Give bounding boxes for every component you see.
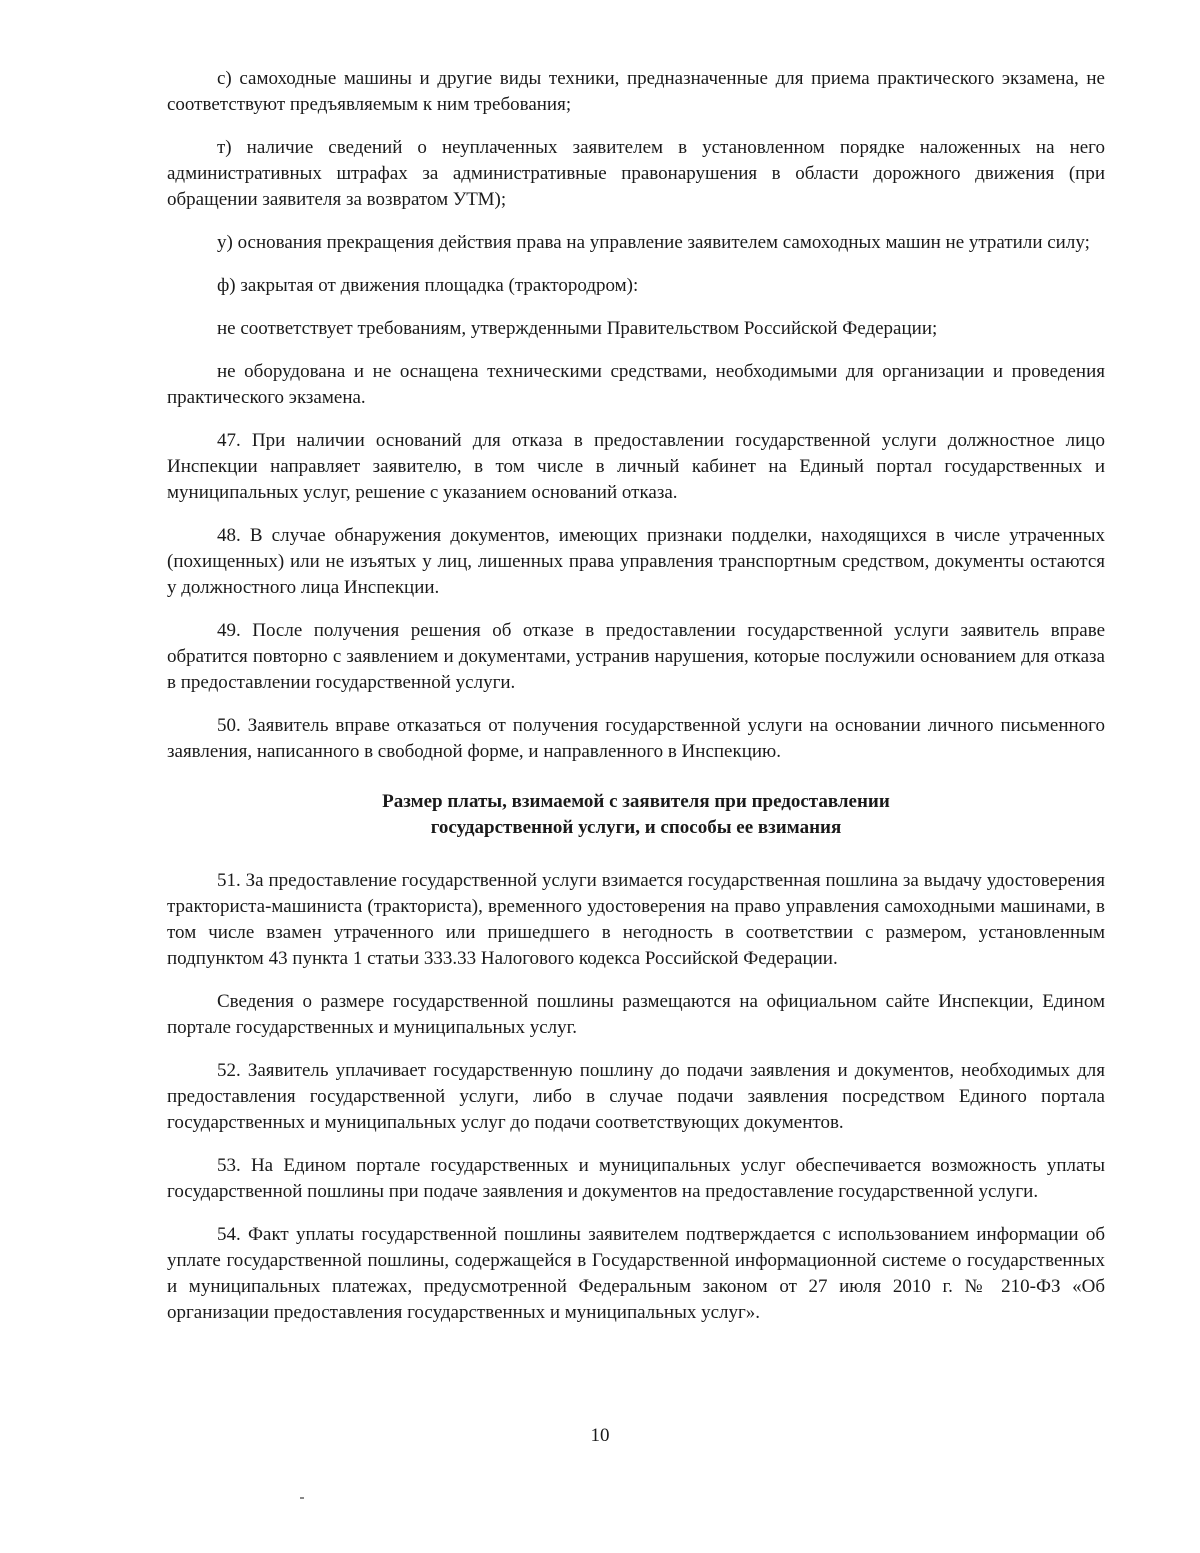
paragraph-f: ф) закрытая от движения площадка (трактородром): [217, 275, 639, 296]
scan-speck [300, 1497, 304, 1499]
paragraph-51: 51. За предоставление государственной услуги взимается государственная пошлина за выдачу удостоверения тракториста-машиниста (тракториста), временного удостоверения на право управления самоходными машинами, в том числе взамен утраченного или пришедшего в негодность в соответствии с размером, установленным подпунктом 43 пункта 1 статьи 333.33 Налогового кодекса Российской Федерации. [167, 870, 1105, 969]
paragraph-49: 49. После получения решения об отказе в предоставлении государственной услуги заявитель вправе обратится повторно с заявлением и документами, устранив нарушения, которые послужили основанием для отказа в предоставлении государственной услуги. [167, 620, 1105, 693]
paragraph-s: с) самоходные машины и другие виды техники, предназначенные для приема практического экзамена, не соответствуют предъявляемым к ним требования; [167, 68, 1105, 115]
paragraph-48: 48. В случае обнаружения документов, имеющих признаки подделки, находящихся в числе утраченных (похищенных) или не изъятых у лиц, лишенных права управления транспортным средством, документы остаются у должностного лица Инспекции. [167, 525, 1105, 598]
page-number: 10 [590, 1425, 610, 1446]
document-body [167, 66, 1105, 1343]
paragraph-fee-info: Сведения о размере государственной пошлины размещаются на официальном сайте Инспекции, Едином портале государственных и муниципальных услуг. [167, 991, 1105, 1038]
paragraph-f-equipment: не оборудована и не оснащена техническими средствами, необходимыми для организации и проведения практического экзамена. [167, 361, 1105, 408]
paragraph-50: 50. Заявитель вправе отказаться от получения государственной услуги на основании личного письменного заявления, написанного в свободной форме, и направленного в Инспекцию. [167, 715, 1105, 762]
section-heading-line-1: Размер платы, взимаемой с заявителя при предоставлении [382, 791, 890, 812]
section-heading-line-2: государственной услуги, и способы ее взимания [430, 817, 842, 838]
paragraph-54: 54. Факт уплаты государственной пошлины заявителем подтверждается с использованием информации об уплате государственной пошлины, содержащейся в Государственной информационной системе о государственных и муниципальных платежах, предусмотренной Федеральным законом от 27 июля 2010 г. № 210-ФЗ «Об организации предоставления государственных и муниципальных услуг». [167, 1224, 1105, 1323]
paragraph-53: 53. На Едином портале государственных и муниципальных услуг обеспечивается возможность уплаты государственной пошлины при подаче заявления и документов на предоставление государственной услуги. [167, 1155, 1105, 1202]
paragraph-52: 52. Заявитель уплачивает государственную пошлину до подачи заявления и документов, необходимых для предоставления государственной услуги, либо в случае подачи заявления посредством Единого портала государственных и муниципальных услуг до подачи соответствующих документов. [167, 1060, 1105, 1133]
paragraph-47: 47. При наличии оснований для отказа в предоставлении государственной услуги должностное лицо Инспекции направляет заявителю, в том числе в личный кабинет на Единый портал государственных и муниципальных услуг, решение с указанием оснований отказа. [167, 430, 1105, 503]
paragraph-u: у) основания прекращения действия права на управление заявителем самоходных машин не утратили силу; [217, 232, 1090, 253]
paragraph-f-requirements: не соответствует требованиям, утвержденными Правительством Российской Федерации; [217, 318, 938, 339]
paragraph-t: т) наличие сведений о неуплаченных заявителем в установленном порядке наложенных на него административных штрафах за административные правонарушения в области дорожного движения (при обращении заявителя за возвратом УТМ); [167, 137, 1105, 210]
section-heading [167, 789, 1105, 841]
